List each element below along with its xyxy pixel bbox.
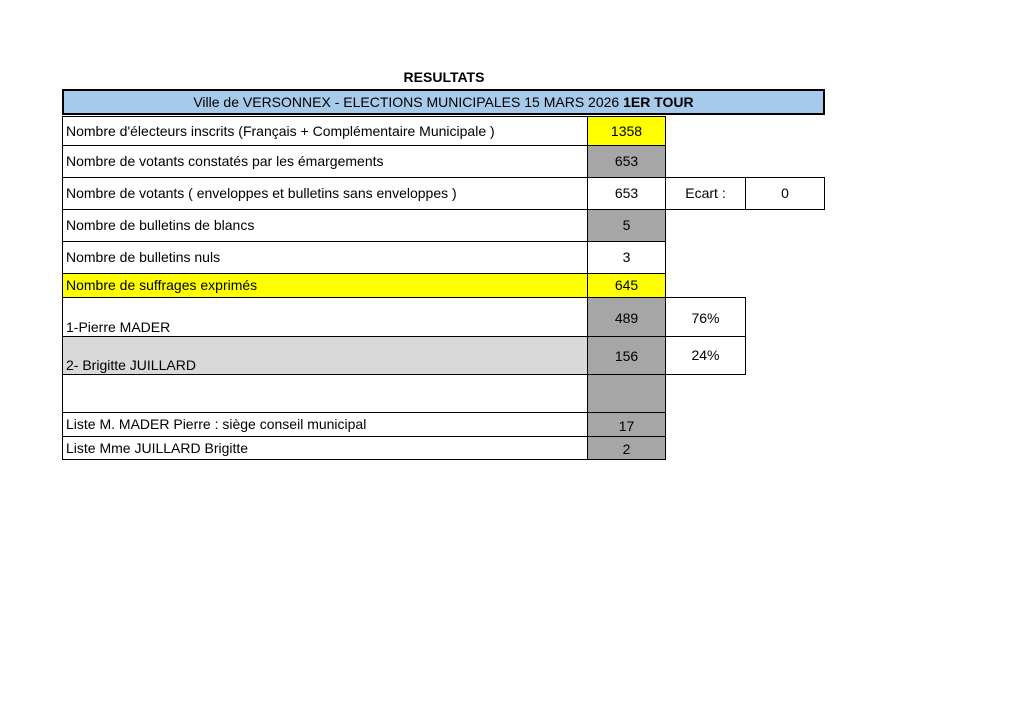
- value-siege-1: 17: [587, 412, 666, 437]
- table-header: [62, 89, 825, 115]
- value-candidat-2: 156: [587, 336, 666, 375]
- page-title: RESULTATS: [403, 69, 485, 85]
- label-candidat-2: 2- Brigitte JUILLARD: [62, 336, 588, 375]
- label-candidat-1: 1-Pierre MADER: [62, 297, 588, 337]
- percent-candidat-1: 76%: [665, 297, 746, 337]
- label-blancs: Nombre de bulletins de blancs: [62, 209, 588, 242]
- value-votants-enveloppes: 653: [587, 177, 666, 210]
- ecart-label: Ecart :: [665, 177, 746, 210]
- value-inscrits: 1358: [587, 116, 666, 146]
- label-nuls: Nombre de bulletins nuls: [62, 241, 588, 274]
- ecart-value: 0: [745, 177, 825, 210]
- label-votants-emargements: Nombre de votants constatés par les émargements: [62, 145, 588, 178]
- value-exprimes: 645: [587, 273, 666, 298]
- value-votants-emargements: 653: [587, 145, 666, 178]
- header-main: Ville de VERSONNEX - ELECTIONS MUNICIPALES 15 MARS 2026: [193, 94, 620, 110]
- value-candidat-1: 489: [587, 297, 666, 337]
- empty-row-value: [587, 374, 666, 413]
- label-inscrits: Nombre d'électeurs inscrits (Français + Complémentaire Municipale ): [62, 116, 588, 146]
- value-nuls: 3: [587, 241, 666, 274]
- label-votants-enveloppes: Nombre de votants ( enveloppes et bulletins sans enveloppes ): [62, 177, 588, 210]
- label-siege-1: Liste M. MADER Pierre : siège conseil municipal: [62, 412, 588, 437]
- label-siege-2: Liste Mme JUILLARD Brigitte: [62, 436, 588, 460]
- percent-candidat-2: 24%: [665, 336, 746, 375]
- label-exprimes: Nombre de suffrages exprimés: [62, 273, 588, 298]
- value-blancs: 5: [587, 209, 666, 242]
- empty-row-label: [62, 374, 588, 413]
- value-siege-2: 2: [587, 436, 666, 460]
- header-round: 1ER TOUR: [623, 94, 694, 110]
